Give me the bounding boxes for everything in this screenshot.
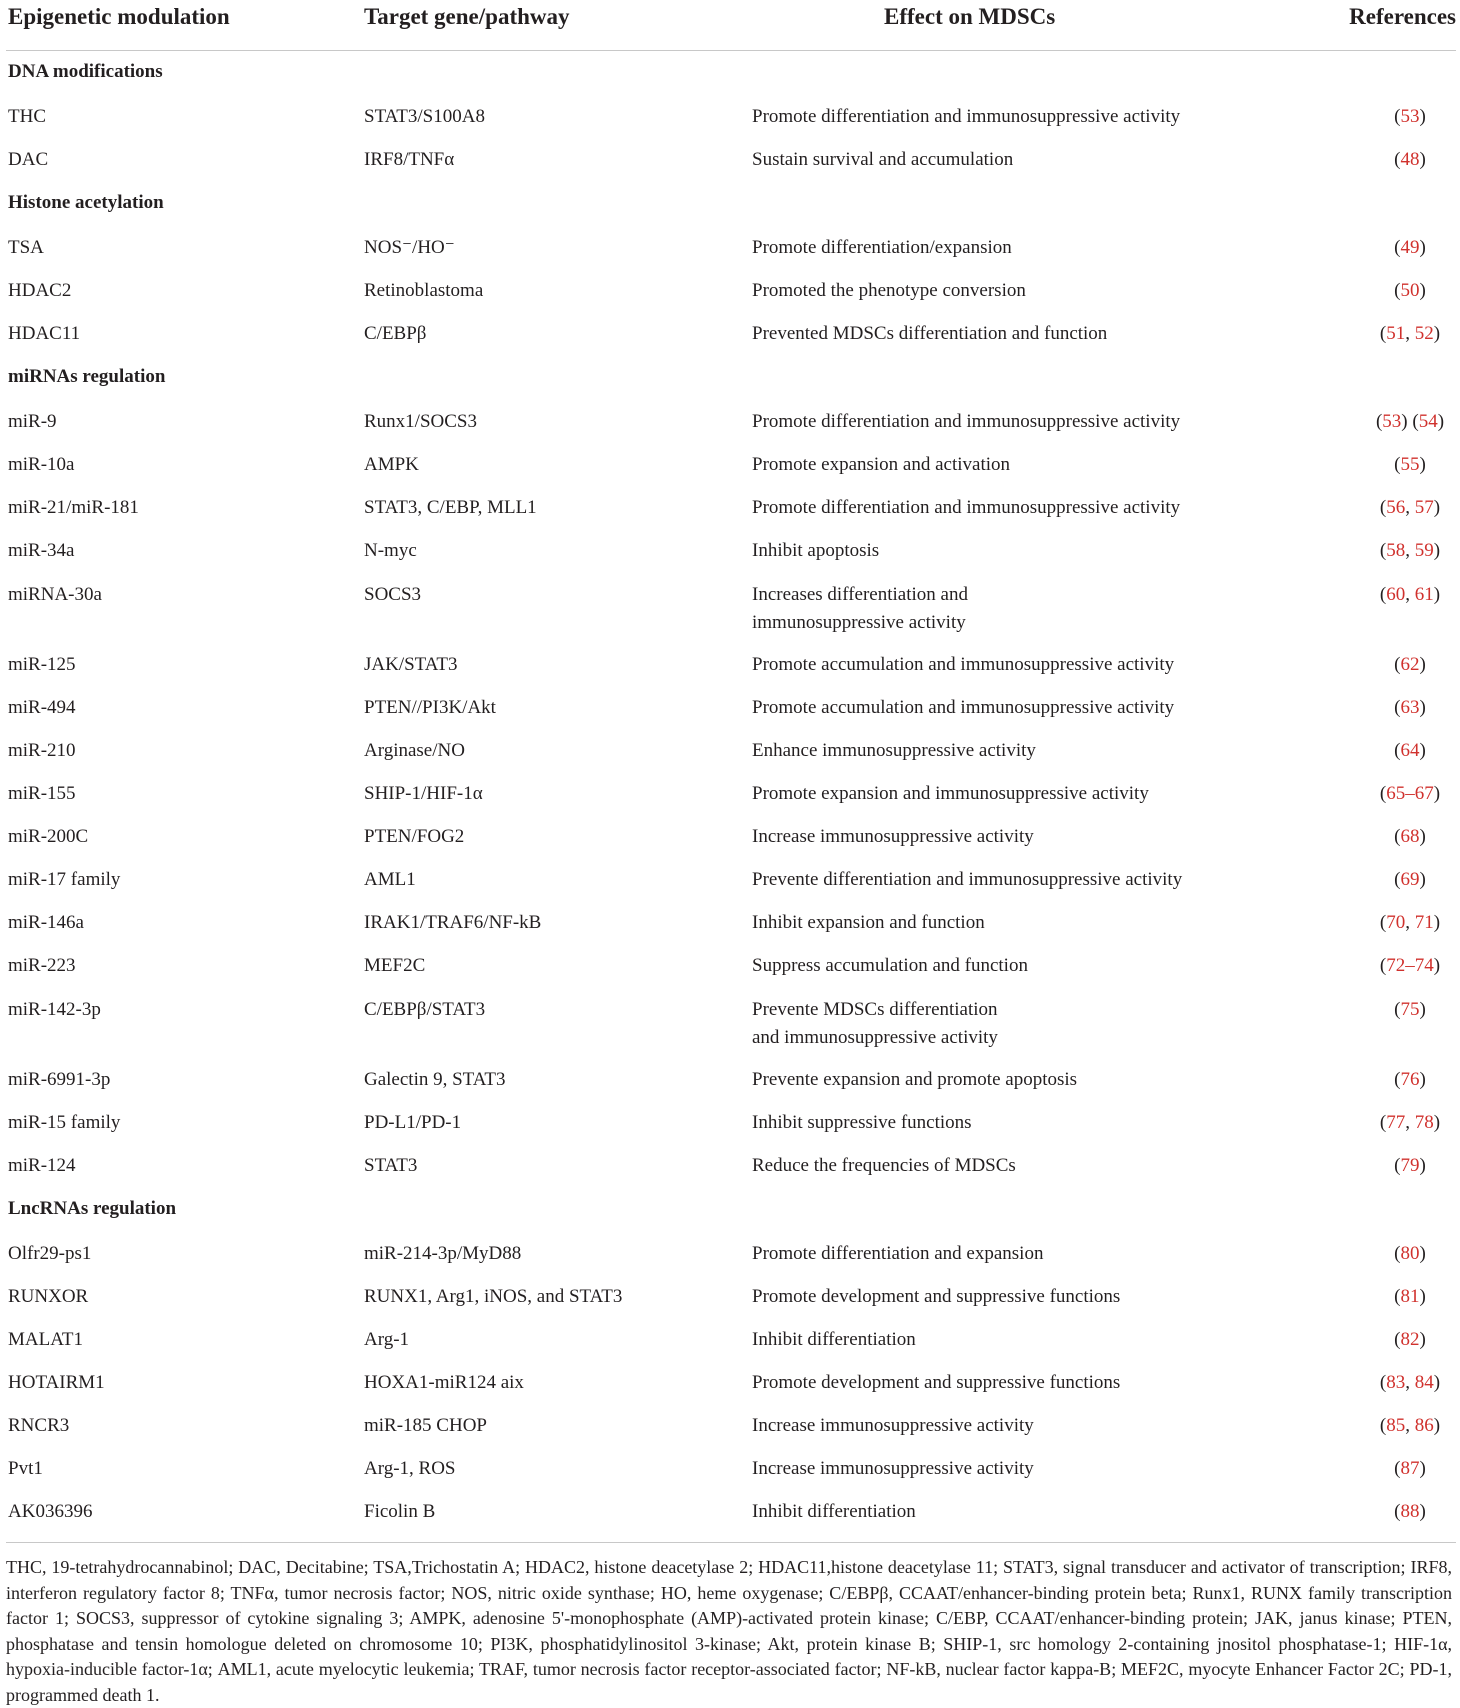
target-cell: STAT3, C/EBP, MLL1	[364, 497, 537, 518]
reference-punct: (	[1394, 1501, 1401, 1522]
target-cell: Arg-1	[364, 1329, 410, 1350]
target-cell: PD-L1/PD-1	[364, 1112, 462, 1133]
table-row	[6, 1147, 1456, 1190]
effect-cell: Prevente differentiation and immunosuppressive activity	[752, 869, 1183, 890]
reference-link[interactable]: 62	[1400, 654, 1420, 675]
table-row	[6, 575, 1456, 646]
effect-cell: Enhance immunosuppressive activity	[752, 740, 1036, 761]
modulation-cell: RUNXOR	[8, 1286, 89, 1307]
reference-link[interactable]: 83	[1386, 1372, 1406, 1393]
modulation-cell: HOTAIRM1	[8, 1372, 105, 1393]
reference-punct: (	[1394, 149, 1401, 170]
reference-link[interactable]: 75	[1400, 999, 1420, 1020]
references-cell	[1314, 1104, 1456, 1147]
header-target: Target gene/pathway	[362, 0, 750, 51]
references-cell	[1314, 818, 1456, 861]
effect-cell: Promote differentiation and immunosuppressive activity	[752, 106, 1181, 127]
modulation-cell: miR-6991-3p	[8, 1069, 111, 1090]
references-cell	[1314, 732, 1456, 775]
effect-cell: Promote accumulation and immunosuppressive activity	[752, 697, 1175, 718]
reference-punct: )	[1433, 1112, 1441, 1133]
reference-punct: (	[1394, 1286, 1401, 1307]
target-cell: Ficolin B	[362, 1493, 750, 1543]
modulation-cell: Olfr29-ps1	[8, 1243, 92, 1264]
modulation-cell: AK036396	[6, 1493, 362, 1543]
reference-link[interactable]: 56	[1386, 497, 1406, 518]
reference-link[interactable]: 69	[1400, 869, 1420, 890]
reference-punct: ,	[1405, 540, 1415, 561]
reference-punct: (	[1379, 1112, 1387, 1133]
reference-link[interactable]: 77	[1386, 1112, 1406, 1133]
reference-punct: )	[1419, 1243, 1426, 1264]
reference-punct: (	[1394, 1155, 1401, 1176]
table-row	[6, 98, 1456, 141]
effect-cell: Promote differentiation and expansion	[752, 1243, 1044, 1264]
references-cell	[1314, 575, 1456, 646]
modulation-cell: miR-10a	[8, 454, 75, 475]
reference-punct: )	[1419, 654, 1426, 675]
reference-punct: )	[1433, 955, 1441, 976]
header-modulation: Epigenetic modulation	[6, 0, 362, 51]
reference-punct: )	[1433, 912, 1441, 933]
table-footnote: THC, 19-tetrahydrocannabinol; DAC, Decitabine; TSA,Trichostatin A; HDAC2, histone deacetylase 2; HDAC11,histone deacetylase 11; STAT3, signal transducer and activator of transcription; IRF8, interferon regulatory factor 8; TNFα, tumor necrosis factor; NOS, nitric oxide synthase; HO, heme oxygenase; C/EBPβ, CCAAT/enhancer-binding protein beta; Runx1, RUNX family transcription factor 1; SOCS3, suppressor of cytokine signaling 3; AMPK, adenosine 5'-monophosphate (AMP)-activated protein kinase; C/EBP, CCAAT/enhancer-binding protein; JAK, janus kinase; PTEN, phosphatase and tensin homologue deleted on chromosome 10; PI3K, phosphatidylinositol 3-kinase; Akt, protein kinase B; SHIP-1, src homology 2-containing jnositol phosphatase-1; HIF-1α, hypoxia-inducible factor-1α; AML1, acute myelocytic leukemia; TRAF, tumor necrosis factor receptor-associated factor; NF-kB, nuclear factor kappa-B; MEF2C, myocyte Enhancer Factor 2C; PD-1, programmed death 1.	[6, 1557, 1452, 1705]
modulation-cell: miR-146a	[8, 912, 84, 933]
target-cell: Arg-1, ROS	[364, 1458, 456, 1479]
effect-cell: Inhibit suppressive functions	[752, 1112, 972, 1133]
reference-punct: )	[1437, 411, 1445, 432]
table-row	[6, 646, 1456, 689]
reference-punct: )	[1419, 149, 1426, 170]
references-cell	[1314, 1450, 1456, 1493]
reference-punct: (	[1394, 869, 1401, 890]
reference-punct: (	[1394, 654, 1401, 675]
target-cell: AMPK	[364, 454, 419, 475]
reference-punct: (	[1394, 1458, 1401, 1479]
table-row	[6, 403, 1456, 446]
target-cell: MEF2C	[364, 955, 426, 976]
header-row	[6, 0, 1456, 51]
table-row	[6, 947, 1456, 990]
reference-punct: (	[1379, 323, 1387, 344]
reference-link[interactable]: 59	[1414, 540, 1434, 561]
table-row	[6, 861, 1456, 904]
references-cell	[1314, 229, 1456, 272]
effect-cell: Prevented MDSCs differentiation and function	[752, 323, 1108, 344]
table-row	[6, 1278, 1456, 1321]
references-cell	[1314, 403, 1456, 446]
references-cell	[1314, 141, 1456, 184]
target-cell: STAT3/S100A8	[364, 106, 485, 127]
effect-cell: Sustain survival and accumulation	[752, 149, 1014, 170]
effect-cell: Promote expansion and immunosuppressive activity	[752, 783, 1149, 804]
reference-link[interactable]: 82	[1400, 1329, 1420, 1350]
references-cell	[1314, 1278, 1456, 1321]
modulation-cell: miR-17 family	[8, 869, 121, 890]
section-title: miRNAs regulation	[8, 366, 166, 387]
effect-cell: Reduce the frequencies of MDSCs	[752, 1155, 1016, 1176]
modulation-cell: miR-9	[8, 411, 57, 432]
target-cell: C/EBPβ/STAT3	[364, 999, 486, 1020]
target-cell: IRF8/TNFα	[364, 149, 455, 170]
table-row	[6, 141, 1456, 184]
table-row	[6, 229, 1456, 272]
epigenetic-table	[6, 0, 1456, 1543]
references-cell	[1314, 489, 1456, 532]
target-cell: SHIP-1/HIF-1α	[364, 783, 483, 804]
effect-cell: Increase immunosuppressive activity	[752, 1415, 1034, 1436]
reference-punct: )	[1419, 237, 1426, 258]
section-title: DNA modifications	[8, 61, 163, 82]
references-cell	[1314, 861, 1456, 904]
reference-punct: )	[1419, 1458, 1426, 1479]
reference-punct: (	[1394, 826, 1401, 847]
reference-punct: ,	[1405, 912, 1415, 933]
table-row	[6, 1407, 1456, 1450]
references-cell	[1314, 532, 1456, 575]
effect-cell: Inhibit differentiation	[752, 1329, 916, 1350]
modulation-cell: miR-200C	[8, 826, 89, 847]
references-cell	[1314, 947, 1456, 990]
effect-cell: Inhibit apoptosis	[752, 540, 880, 561]
reference-punct: (	[1394, 1243, 1401, 1264]
reference-punct: ,	[1405, 584, 1415, 605]
reference-link[interactable]: 70	[1386, 912, 1406, 933]
table-row	[6, 1321, 1456, 1364]
section-title: LncRNAs regulation	[8, 1198, 177, 1219]
reference-punct: )	[1433, 584, 1441, 605]
reference-punct: )	[1433, 783, 1441, 804]
reference-punct: (	[1379, 955, 1387, 976]
reference-punct: (	[1379, 497, 1387, 518]
reference-punct: (	[1379, 783, 1387, 804]
modulation-cell: TSA	[8, 237, 44, 258]
references-cell	[1314, 1407, 1456, 1450]
table-row	[6, 1493, 1456, 1543]
reference-punct: (	[1379, 912, 1387, 933]
reference-link[interactable]: 71	[1414, 912, 1434, 933]
target-cell: AML1	[364, 869, 416, 890]
modulation-cell: miR-34a	[8, 540, 75, 561]
reference-punct: )	[1419, 826, 1426, 847]
reference-punct: )	[1419, 1501, 1426, 1522]
reference-link[interactable]: 57	[1414, 497, 1434, 518]
target-cell: NOS⁻/HO⁻	[364, 237, 455, 258]
modulation-cell: miR-210	[8, 740, 76, 761]
reference-punct: (	[1375, 411, 1383, 432]
effect-cell: Inhibit expansion and function	[752, 912, 985, 933]
modulation-cell: miR-223	[8, 955, 76, 976]
references-cell	[1314, 1235, 1456, 1278]
table-row	[6, 1235, 1456, 1278]
reference-punct: (	[1394, 1329, 1401, 1350]
target-cell: PTEN//PI3K/Akt	[364, 697, 496, 718]
table-row	[6, 732, 1456, 775]
reference-punct: ,	[1405, 1415, 1415, 1436]
modulation-cell: Pvt1	[8, 1458, 43, 1479]
effect-cell: Increase immunosuppressive activity	[752, 826, 1034, 847]
reference-punct: )	[1419, 869, 1426, 890]
effect-cell: Promote differentiation and immunosuppressive activity	[752, 411, 1181, 432]
target-cell: HOXA1-miR124 aix	[364, 1372, 524, 1393]
reference-link[interactable]: 52	[1414, 323, 1434, 344]
reference-punct: ,	[1405, 323, 1415, 344]
effect-cell: Inhibit differentiation	[750, 1493, 1314, 1543]
target-cell: miR-214-3p/MyD88	[364, 1243, 522, 1264]
table-row	[6, 1104, 1456, 1147]
reference-punct: ,	[1405, 1372, 1415, 1393]
effect-cell: Suppress accumulation and function	[752, 955, 1028, 976]
table-row	[6, 1061, 1456, 1104]
reference-punct: ) (	[1401, 411, 1419, 432]
modulation-cell: miR-125	[8, 654, 76, 675]
reference-punct: (	[1394, 999, 1401, 1020]
reference-punct: )	[1419, 697, 1426, 718]
reference-punct: (	[1394, 697, 1401, 718]
section-row	[6, 51, 1456, 99]
target-cell: PTEN/FOG2	[364, 826, 465, 847]
references-cell	[1314, 1147, 1456, 1190]
reference-punct: ,	[1405, 497, 1415, 518]
reference-punct: (	[1394, 1069, 1401, 1090]
reference-link[interactable]: 84	[1414, 1372, 1434, 1393]
modulation-cell: miR-494	[8, 697, 76, 718]
effect-cell: Prevente expansion and promote apoptosis	[752, 1069, 1078, 1090]
modulation-cell: miR-15 family	[8, 1112, 121, 1133]
modulation-cell: miR-142-3p	[8, 999, 101, 1020]
target-cell: RUNX1, Arg1, iNOS, and STAT3	[364, 1286, 623, 1307]
reference-link[interactable]: 53	[1382, 411, 1402, 432]
table-row	[6, 272, 1456, 315]
table-row	[6, 1364, 1456, 1407]
references-cell	[1314, 446, 1456, 489]
reference-punct: )	[1419, 999, 1426, 1020]
reference-punct: )	[1419, 1155, 1426, 1176]
references-cell	[1314, 1321, 1456, 1364]
target-cell: IRAK1/TRAF6/NF-kB	[364, 912, 542, 933]
effect-cell: Promote expansion and activation	[752, 454, 1011, 475]
references-cell	[1314, 990, 1456, 1061]
table-row	[6, 990, 1456, 1061]
reference-punct: (	[1379, 1415, 1387, 1436]
section-row	[6, 358, 1456, 403]
modulation-cell: miRNA-30a	[8, 584, 102, 605]
reference-punct: )	[1433, 540, 1441, 561]
modulation-cell: miR-155	[8, 783, 76, 804]
target-cell: STAT3	[364, 1155, 418, 1176]
reference-punct: )	[1419, 454, 1426, 475]
references-cell	[1314, 315, 1456, 358]
target-cell: miR-185 CHOP	[364, 1415, 487, 1436]
modulation-cell: miR-124	[8, 1155, 76, 1176]
reference-link[interactable]: 76	[1400, 1069, 1420, 1090]
reference-link[interactable]: 58	[1386, 540, 1406, 561]
effect-cell: Increases differentiation and immunosuppressive activity	[752, 584, 968, 633]
table-row	[6, 904, 1456, 947]
reference-link[interactable]: 80	[1400, 1243, 1420, 1264]
reference-link[interactable]: 81	[1400, 1286, 1420, 1307]
reference-link[interactable]: 49	[1400, 237, 1420, 258]
reference-link[interactable]: 55	[1400, 454, 1420, 475]
effect-cell: Promote differentiation and immunosuppressive activity	[752, 497, 1181, 518]
modulation-cell: MALAT1	[8, 1329, 83, 1350]
table-row	[6, 1450, 1456, 1493]
reference-punct: (	[1379, 1372, 1387, 1393]
table-row	[6, 489, 1456, 532]
references-cell	[1314, 98, 1456, 141]
effect-cell: Promoted the phenotype conversion	[752, 280, 1026, 301]
header-references: References	[1314, 0, 1456, 51]
modulation-cell: THC	[8, 106, 46, 127]
reference-link[interactable]: 63	[1400, 697, 1420, 718]
references-cell	[1314, 775, 1456, 818]
reference-punct: )	[1419, 280, 1426, 301]
references-cell	[1314, 904, 1456, 947]
reference-link[interactable]: 88	[1400, 1501, 1420, 1522]
reference-link[interactable]: 68	[1400, 826, 1420, 847]
target-cell: Galectin 9, STAT3	[364, 1069, 506, 1090]
reference-punct: )	[1419, 740, 1426, 761]
reference-punct: (	[1394, 454, 1401, 475]
effect-cell: Increase immunosuppressive activity	[752, 1458, 1034, 1479]
reference-punct: )	[1419, 106, 1426, 127]
reference-link[interactable]: 72–74	[1386, 955, 1434, 976]
target-cell: Arginase/NO	[364, 740, 465, 761]
reference-punct: )	[1433, 323, 1441, 344]
reference-link[interactable]: 86	[1414, 1415, 1434, 1436]
section-row	[6, 184, 1456, 229]
reference-punct: )	[1419, 1286, 1426, 1307]
reference-link[interactable]: 54	[1418, 411, 1438, 432]
header-effect: Effect on MDSCs	[750, 0, 1314, 51]
table-row	[6, 532, 1456, 575]
modulation-cell: RNCR3	[8, 1415, 70, 1436]
reference-link[interactable]: 85	[1386, 1415, 1406, 1436]
reference-link[interactable]: 53	[1400, 106, 1420, 127]
effect-cell: Promote development and suppressive functions	[752, 1286, 1121, 1307]
reference-link[interactable]: 51	[1386, 323, 1406, 344]
reference-punct: (	[1379, 540, 1387, 561]
references-cell	[1314, 1493, 1456, 1543]
reference-link[interactable]: 48	[1400, 149, 1420, 170]
reference-punct: )	[1419, 1069, 1426, 1090]
table-row	[6, 818, 1456, 861]
target-cell: SOCS3	[364, 584, 422, 605]
modulation-cell: DAC	[8, 149, 49, 170]
reference-link[interactable]: 79	[1400, 1155, 1420, 1176]
modulation-cell: miR-21/miR-181	[8, 497, 139, 518]
reference-punct: )	[1433, 1372, 1441, 1393]
table-row	[6, 315, 1456, 358]
target-cell: JAK/STAT3	[364, 654, 458, 675]
reference-punct: (	[1394, 280, 1401, 301]
references-cell	[1314, 272, 1456, 315]
section-row	[6, 1190, 1456, 1235]
reference-punct: )	[1433, 1415, 1441, 1436]
modulation-cell: HDAC11	[8, 323, 81, 344]
section-title: Histone acetylation	[8, 192, 164, 213]
reference-punct: (	[1394, 106, 1401, 127]
reference-link[interactable]: 87	[1400, 1458, 1420, 1479]
reference-punct: )	[1433, 497, 1441, 518]
table-row	[6, 689, 1456, 732]
modulation-cell: HDAC2	[8, 280, 72, 301]
reference-link[interactable]: 50	[1400, 280, 1420, 301]
reference-punct: ,	[1405, 1112, 1415, 1133]
reference-punct: )	[1419, 1329, 1426, 1350]
reference-link[interactable]: 78	[1414, 1112, 1434, 1133]
references-cell	[1314, 1061, 1456, 1104]
reference-punct: (	[1394, 740, 1401, 761]
target-cell: C/EBPβ	[364, 323, 427, 344]
target-cell: Retinoblastoma	[364, 280, 484, 301]
reference-punct: (	[1394, 237, 1401, 258]
effect-cell: Promote accumulation and immunosuppressive activity	[752, 654, 1175, 675]
table-row	[6, 775, 1456, 818]
references-cell	[1314, 1364, 1456, 1407]
references-cell	[1314, 646, 1456, 689]
reference-link[interactable]: 61	[1414, 584, 1434, 605]
reference-punct: (	[1379, 584, 1387, 605]
references-cell	[1314, 689, 1456, 732]
effect-cell: Prevente MDSCs differentiation and immunosuppressive activity	[752, 999, 998, 1048]
reference-link[interactable]: 60	[1386, 584, 1406, 605]
reference-link[interactable]: 65–67	[1386, 783, 1434, 804]
effect-cell: Promote development and suppressive functions	[752, 1372, 1121, 1393]
effect-cell: Promote differentiation/expansion	[752, 237, 1012, 258]
table-body	[6, 51, 1456, 1543]
table-row	[6, 446, 1456, 489]
target-cell: Runx1/SOCS3	[364, 411, 477, 432]
target-cell: N-myc	[364, 540, 417, 561]
reference-link[interactable]: 64	[1400, 740, 1420, 761]
